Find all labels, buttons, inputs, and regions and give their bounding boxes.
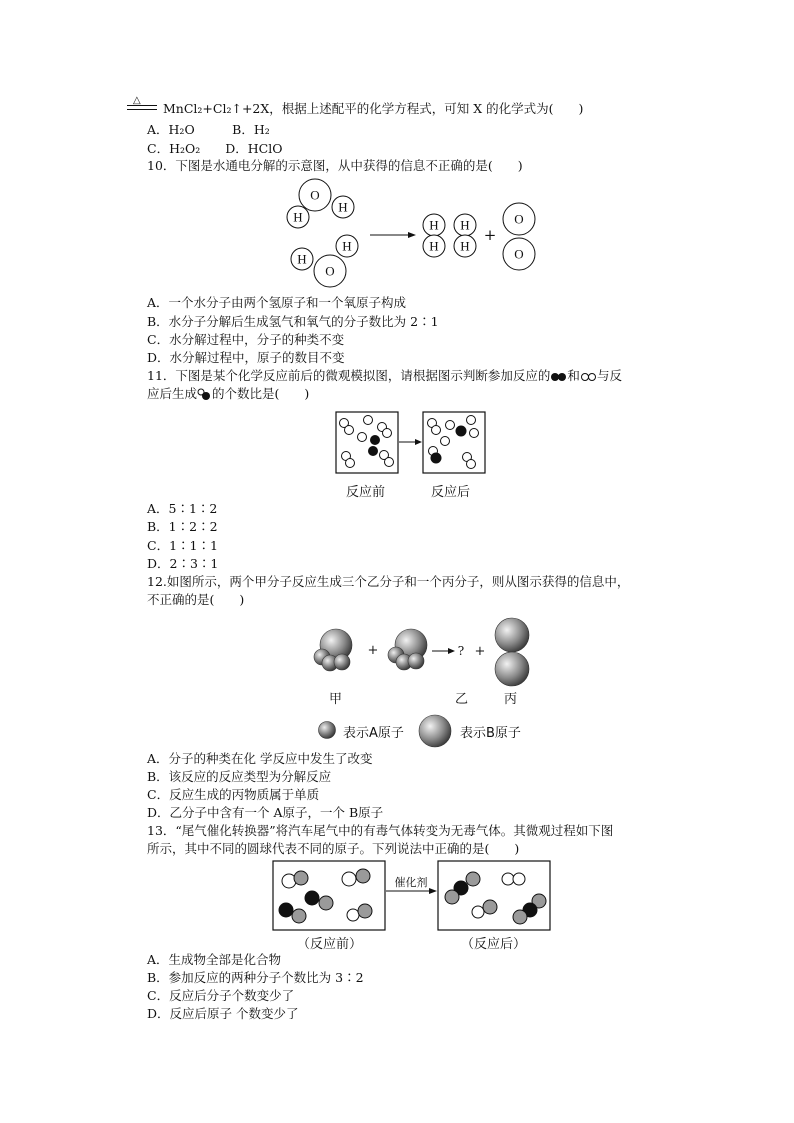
- q13-option-b: B．参加反应的两种分子个数比为 3∶2: [147, 970, 364, 985]
- atom-label: H: [342, 238, 352, 254]
- q11-product-molecule-icon: [197, 388, 212, 402]
- q11-stem-line2: [147, 385, 309, 403]
- atom-label: H: [429, 217, 439, 233]
- q12-stem-line1: 12.如图所示，两个甲分子反应生成三个乙分子和一个丙分子，则从图示获得的信息中，: [147, 574, 630, 589]
- q11-stem-tail: 与反: [596, 368, 622, 383]
- q12-jia-molecule: [314, 629, 352, 671]
- q13-catalyst: 催化剂: [394, 876, 428, 889]
- q12-option-b: B．该反应的反应类型为分解反应: [147, 769, 332, 784]
- q12-label-yi: 乙: [455, 692, 469, 707]
- q13-stem-line2: 所示，其中不同的圆球代表不同的原子。下列说法中正确的是( ): [147, 841, 520, 856]
- atom-label: O: [310, 187, 320, 203]
- q12-option-c: C．反应生成的丙物质属于单质: [147, 787, 320, 802]
- q11-stem-and: 和: [567, 368, 580, 383]
- q12-question: ?: [457, 644, 465, 658]
- q11-stem-text: 的个数比是( ): [212, 386, 310, 401]
- q11-option-b: B．1∶2∶2: [147, 519, 218, 534]
- q11-option-a: A．5∶1∶2: [147, 501, 218, 516]
- q12-bing-molecule: [495, 618, 529, 686]
- atom-label: H: [338, 199, 348, 215]
- q10-stem: 10．下图是水通电分解的示意图，从中获得的信息不正确的是( ): [147, 158, 523, 173]
- q10-plus: +: [483, 226, 497, 244]
- q9-equal-sign: [127, 105, 157, 110]
- q11-black-molecule-icon: [550, 372, 567, 382]
- q13-catalytic-converter-diagram: [272, 860, 552, 932]
- q12-legend-a: 表示A原子: [343, 726, 404, 741]
- q12-plus: +: [367, 643, 379, 658]
- q12-option-a: A．分子的种类在化 学反应中发生了改变: [147, 751, 373, 766]
- q9-equation: MnCl₂+Cl₂↑+2X，根据上述配平的化学方程式，可知 X 的化学式为( ): [163, 101, 584, 116]
- atom-label: H: [460, 217, 470, 233]
- q11-label-before: 反应前: [346, 485, 386, 500]
- q11-option-d: D．2∶3∶1: [147, 556, 219, 571]
- q12-legend-b: 表示B原子: [460, 726, 521, 741]
- q11-white-molecule-icon: [580, 372, 597, 382]
- q9-option-cd: C．H₂O₂ D．HClO: [147, 141, 283, 156]
- q11-reaction-diagram: [335, 411, 487, 475]
- atom-label: O: [514, 246, 524, 262]
- q13-stem-line1: 13．“尾气催化转换器”将汽车尾气中的有毒气体转变为无毒气体。其微观过程如下图: [147, 823, 614, 838]
- atom-label: O: [514, 211, 524, 227]
- q10-option-d: D．水分解过程中，原子的数目不变: [147, 350, 345, 365]
- atom-label: H: [460, 238, 470, 254]
- q13-option-c: C．反应后分子个数变少了: [147, 988, 295, 1003]
- q12-plus: +: [474, 644, 486, 659]
- q10-option-b: B．水分子分解后生成氢气和氧气的分子数比为 2∶1: [147, 314, 439, 329]
- q12-option-d: D．乙分子中含有一个 A原子，一个 B原子: [147, 805, 384, 820]
- q13-option-a: A．生成物全部是化合物: [147, 952, 282, 967]
- q13-option-d: D．反应后原子 个数变少了: [147, 1006, 299, 1021]
- q11-stem-text: 应后生成: [147, 386, 198, 401]
- q12-legend-b-atom-icon: [417, 713, 453, 749]
- atom-label: H: [293, 209, 303, 225]
- q10-option-c: C．水分解过程中，分子的种类不变: [147, 332, 345, 347]
- q12-label-bing: 丙: [504, 692, 518, 707]
- q11-stem-text: 11．下图是某个化学反应前后的微观模拟图，请根据图示判断参加反应的: [147, 368, 551, 383]
- q9-delta: △: [133, 95, 141, 106]
- q11-option-c: C．1∶1∶1: [147, 538, 218, 553]
- q13-label-after: （反应后）: [461, 937, 527, 952]
- q12-reaction-diagram: [308, 615, 538, 690]
- q11-label-after: 反应后: [431, 485, 471, 500]
- q12-legend-a-atom-icon: [317, 720, 337, 740]
- q10-water-electrolysis-diagram: [280, 176, 550, 292]
- q12-label-jia: 甲: [329, 692, 343, 707]
- q12-stem-line2: 不正确的是( ): [147, 592, 245, 607]
- q11-stem-line1: [147, 367, 622, 385]
- q13-label-before: （反应前）: [297, 937, 363, 952]
- q10-option-a: A．一个水分子由两个氢原子和一个氧原子构成: [147, 295, 407, 310]
- atom-label: O: [325, 263, 335, 279]
- atom-label: H: [429, 238, 439, 254]
- q9-option-ab: A．H₂O B．H₂: [147, 122, 270, 137]
- atom-label: H: [297, 251, 307, 267]
- q12-jia-molecule: [388, 629, 427, 670]
